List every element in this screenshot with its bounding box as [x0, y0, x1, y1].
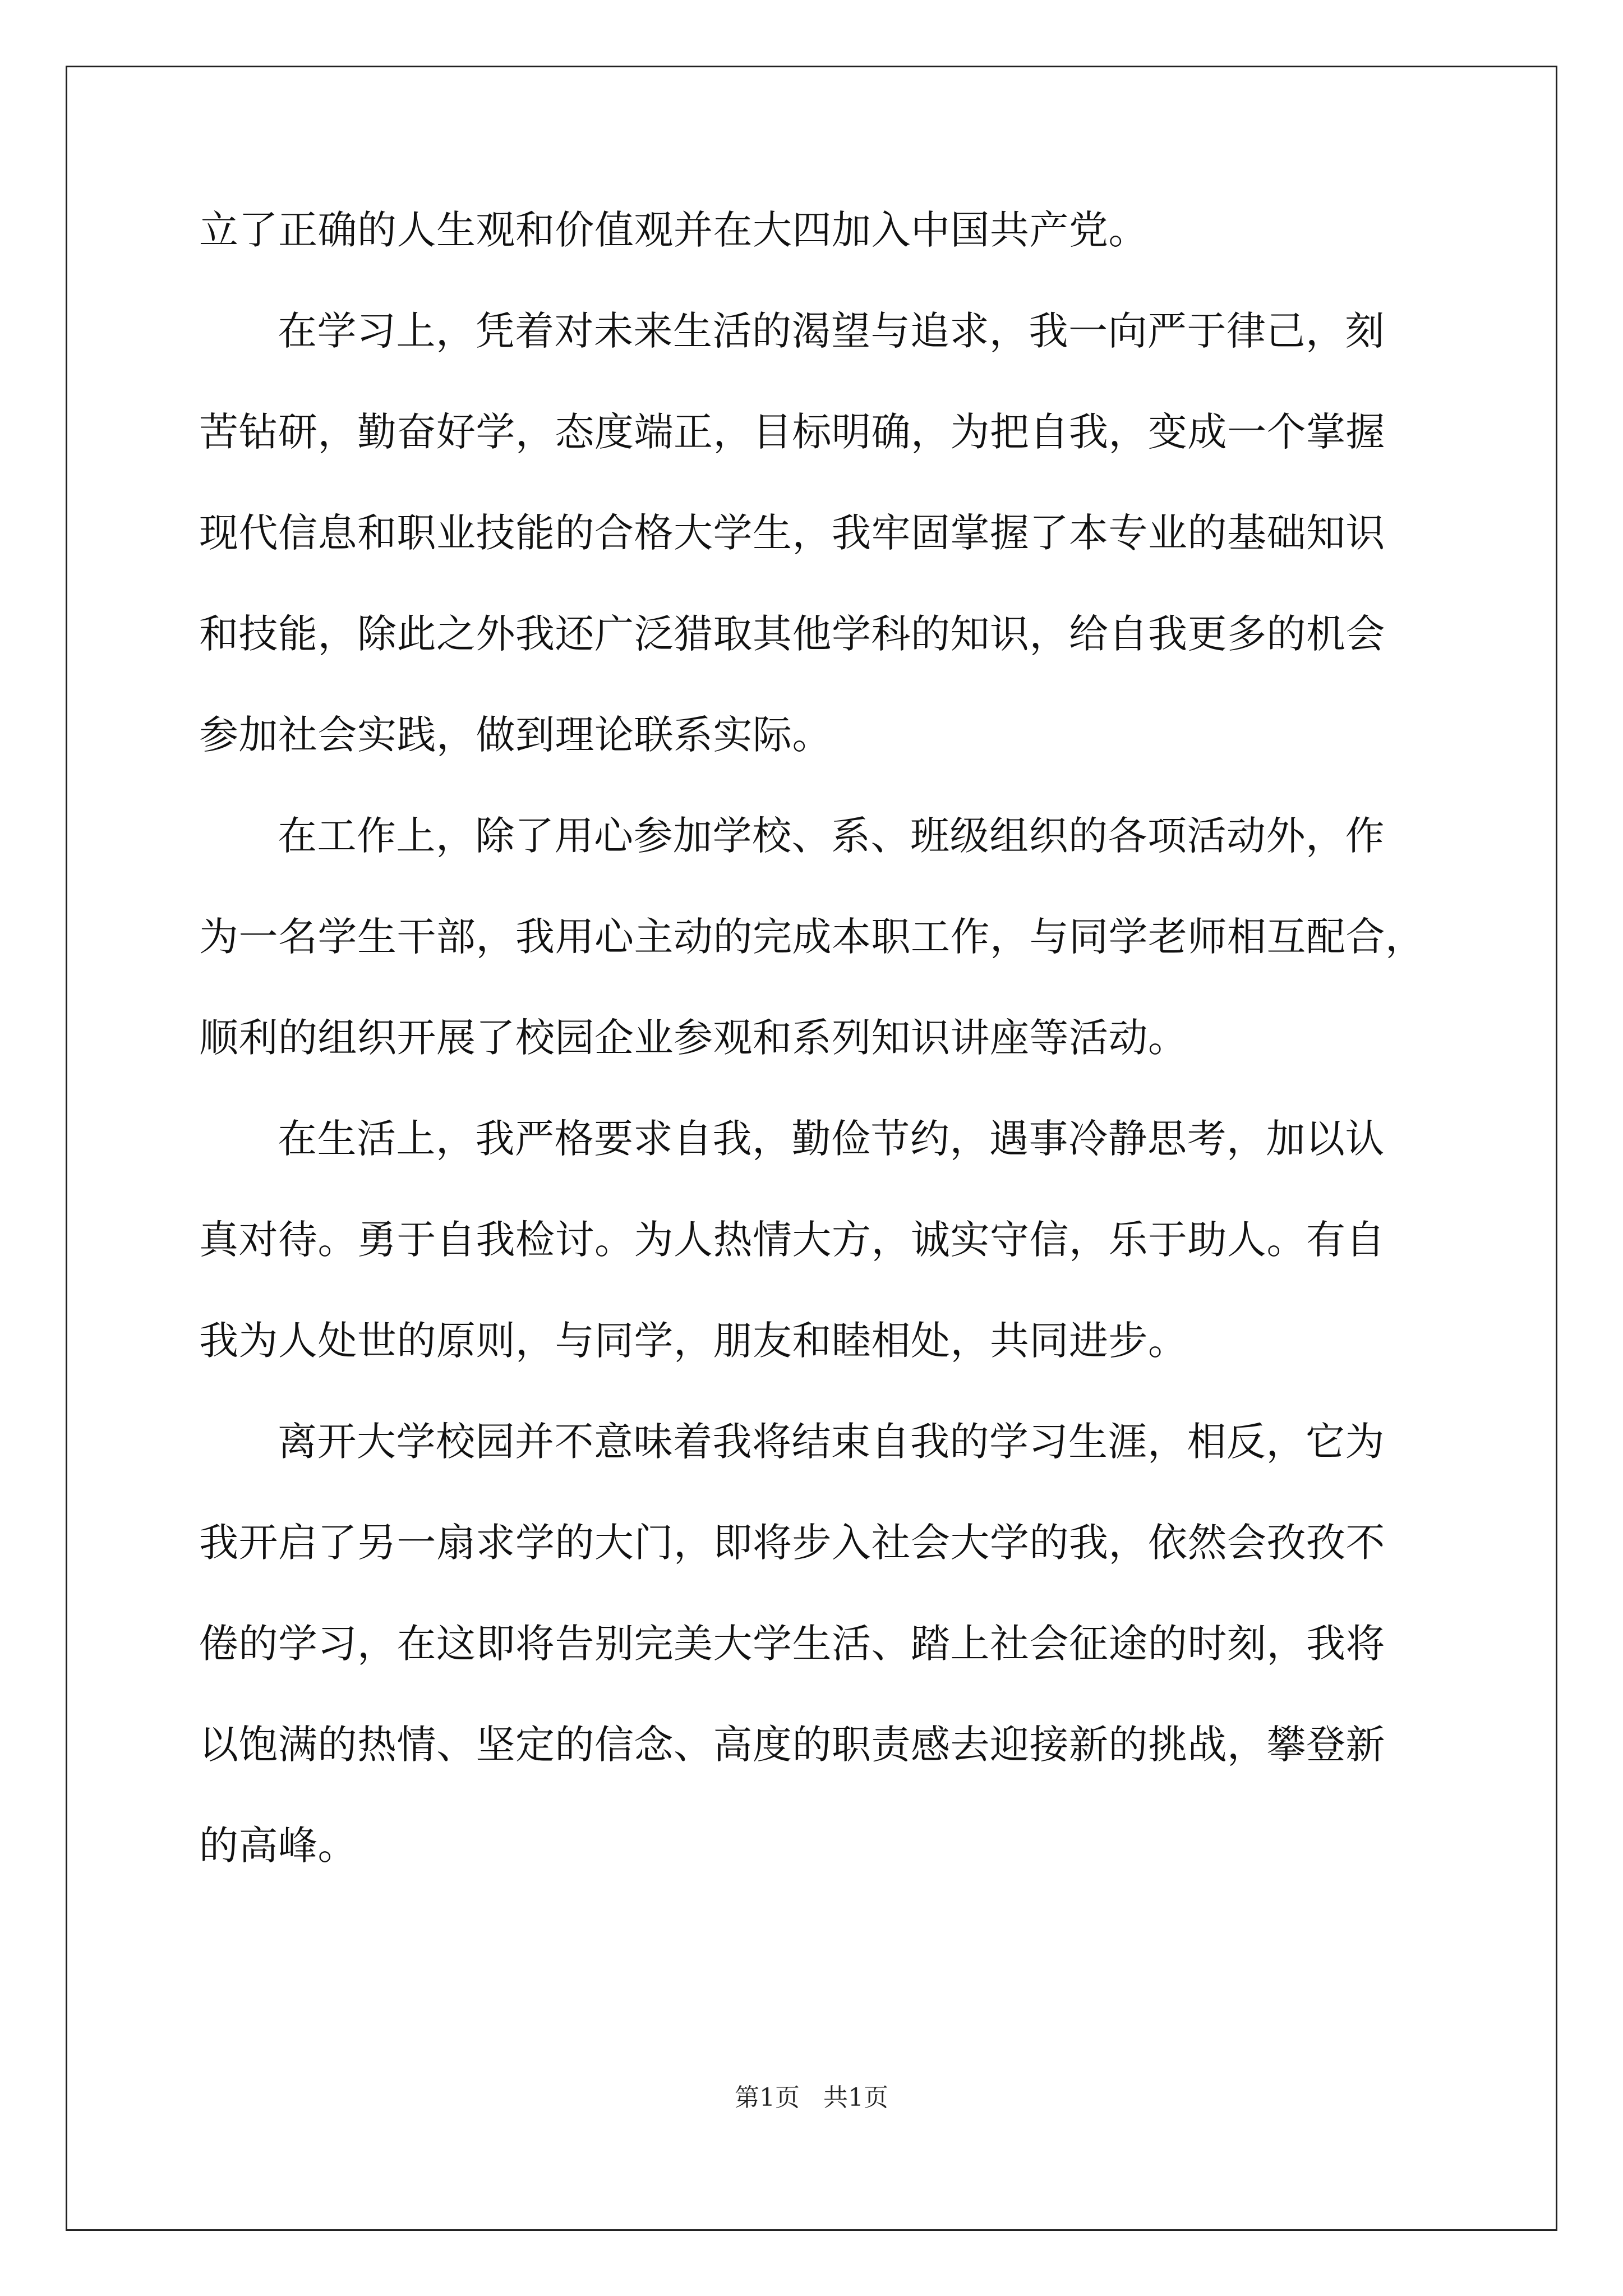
page-number-footer: 第1页 共1页 [735, 2083, 888, 2112]
text-line: 倦的学习，在这即将告别完美大学生活、踏上社会征途的时刻，我将 [199, 1621, 1385, 1667]
text-line: 立了正确的人生观和价值观并在大四加入中国共产党。 [199, 207, 1148, 253]
text-line: 以饱满的热情、坚定的信念、高度的职责感去迎接新的挑战，攀登新 [199, 1722, 1385, 1768]
text-line: 为一名学生干部，我用心主动的完成本职工作，与同学老师相互配合， [199, 914, 1425, 960]
text-line: 的高峰。 [199, 1823, 357, 1869]
paragraph-first-line: 离开大学校园并不意味着我将结束自我的学习生涯，相反，它为 [278, 1419, 1385, 1465]
text-line: 我开启了另一扇求学的大门，即将步入社会大学的我，依然会孜孜不 [199, 1520, 1385, 1566]
text-line: 我为人处世的原则，与同学，朋友和睦相处，共同进步。 [199, 1318, 1188, 1364]
paragraph-first-line: 在学习上，凭着对未来生活的渴望与追求，我一向严于律己，刻 [278, 308, 1385, 354]
paragraph-first-line: 在生活上，我严格要求自我，勤俭节约，遇事冷静思考，加以认 [278, 1116, 1385, 1162]
text-line: 真对待。勇于自我检讨。为人热情大方，诚实守信，乐于助人。有自 [199, 1217, 1385, 1263]
text-line: 顺利的组织开展了校园企业参观和系列知识讲座等活动。 [199, 1015, 1188, 1061]
text-line: 参加社会实践，做到理论联系实际。 [199, 712, 832, 758]
text-line: 苦钻研，勤奋好学，态度端正，目标明确，为把自我，变成一个掌握 [199, 409, 1385, 455]
text-line: 和技能，除此之外我还广泛猎取其他学科的知识，给自我更多的机会 [199, 611, 1385, 657]
paragraph-first-line: 在工作上，除了用心参加学校、系、班级组织的各项活动外，作 [278, 813, 1385, 859]
text-line: 现代信息和职业技能的合格大学生，我牢固掌握了本专业的基础知识 [199, 510, 1385, 556]
